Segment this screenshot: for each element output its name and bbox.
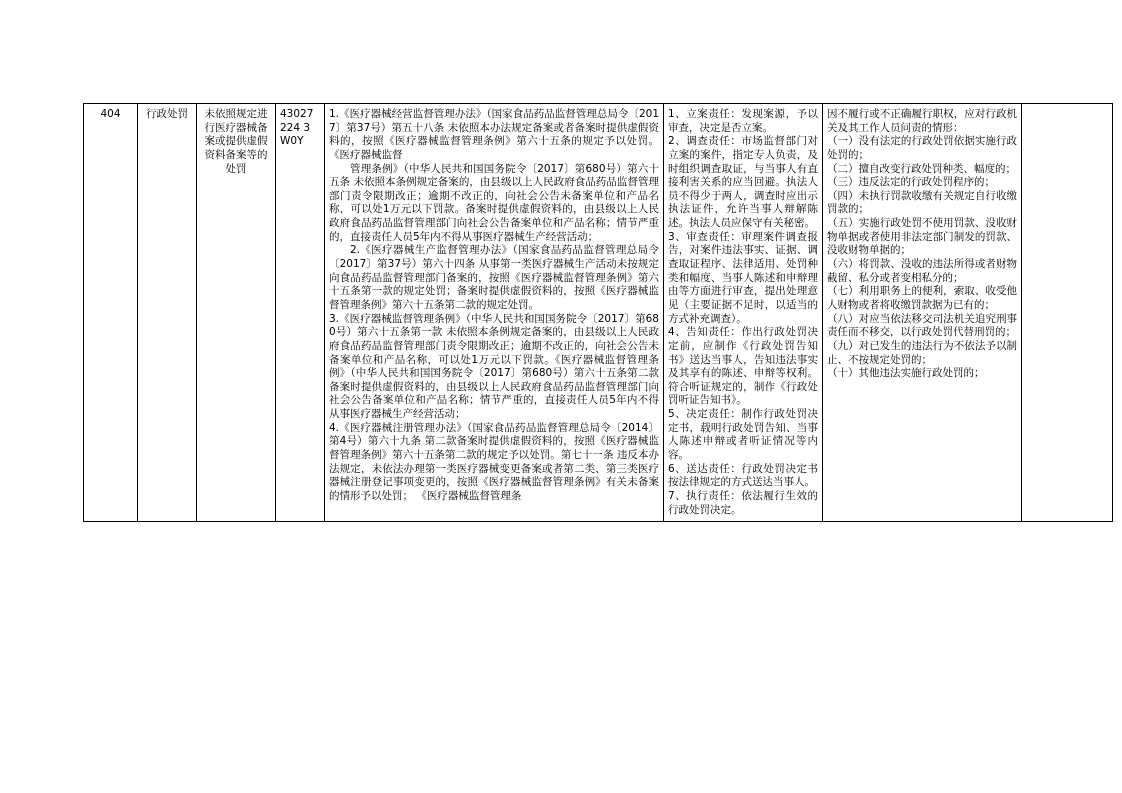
legal-basis-paragraph: 管理条例》（中华人民共和国国务院令〔2017〕第680号）第六十五条 未依照本条例规定备案的，由县级以上人民政府食品药品监督管理部门责令限期改正；逾期不改正的，向社会公告未备案单位和产品名称，可以处1万元以下罚款。备案时提供虚假资料的，由县级以上人民政府食品药品监督管理部门向社会公告备案单位和产品名称；情节严重的，直接责任人员5年内不得从事医疗器械生产经营活动； [329, 162, 659, 243]
accountability-intro: 因不履行或不正确履行职权，应对行政机关及其工作人员问责的情形： [827, 108, 1017, 134]
responsibility-item: 1、立案责任：发现案源，予以审查，决定是否立案。 [668, 108, 818, 134]
legal-basis-paragraph: 1.《医疗器械经营监督管理办法》（国家食品药品监督管理总局令〔2017〕第37号）第五十八条 未依照本办法规定备案或者备案时提供虚假资料的，按照《医疗器械监督管理条例》第六十五条的规定予以处罚。《医疗器械监督 [329, 108, 659, 161]
table-row [84, 104, 1113, 522]
accountability-item: （五）实施行政处罚不使用罚款、没收财物单据或者使用非法定部门制发的罚款、没收财物单据的； [827, 217, 1017, 257]
cell-item-name: 未依照规定进行医疗器械备案或提供虚假资料备案等的处罚 [197, 104, 276, 522]
responsibility-item: 4、告知责任：作出行政处罚决定前，应制作《行政处罚告知书》送达当事人，告知违法事实及其享有的陈述、申辩等权利。符合听证规定的，制作《行政处罚听证告知书》。 [668, 326, 818, 407]
cell-index: 404 [84, 104, 138, 522]
accountability-item: （七）利用职务上的便利，索取、收受他人财物或者将收缴罚款据为已有的； [827, 285, 1017, 311]
responsibility-item: 3、审查责任：审理案件调查报告，对案件违法事实、证据、调查取证程序、法律适用、处罚种类和幅度、当事人陈述和申辩理由等方面进行审查，提出处理意见（主要证据不足时，以适当的方式补充调查）。 [668, 230, 818, 325]
accountability-item: （一）没有法定的行政处罚依据实施行政处罚的； [827, 135, 1017, 161]
regulation-table [83, 103, 1113, 522]
accountability-item: （四）未执行罚款收缴有关规定自行收缴罚款的； [827, 189, 1017, 216]
cell-remarks [1022, 104, 1113, 522]
responsibility-item: 6、送达责任：行政处罚决定书按法律规定的方式送达当事人。 [668, 462, 818, 489]
accountability-item: （二）擅自改变行政处罚种类、幅度的； [827, 162, 1016, 175]
accountability-item: （六）将罚款、没收的违法所得或者财物截留、私分或者变相私分的； [827, 258, 1017, 284]
cell-category: 行政处罚 [138, 104, 197, 522]
legal-basis-paragraph: 3.《医疗器械监督管理条例》（中华人民共和国国务院令〔2017〕第680号）第六十五条第一款 未依照本条例规定备案的，由县级以上人民政府食品药品监督管理部门责令限期改正；逾期不改正的，向社会公告未备案单位和产品名称，可以处1万元以下罚款。《医疗器械监督管理条例》（中华人民共和国国务院令〔2017〕第680号）第六十五条第二款备案时提供虚假资料的，由县级以上人民政府食品药品监督管理部门向社会公告备案单位和产品名称；情节严重的，直接责任人员5年内不得从事医疗器械生产经营活动； [329, 312, 659, 421]
legal-basis-paragraph: 2.《医疗器械生产监督管理办法》（国家食品药品监督管理总局令〔2017〕第37号）第六十四条 从事第一类医疗器械生产活动未按规定向食品药品监督管理部门备案的，按照《医疗器械监督管理条例》第六十五条第一款的规定处罚；备案时提供虚假资料的，按照《医疗器械监督管理条例》第六十五条第二款的规定处罚。 [329, 244, 659, 311]
legal-basis-paragraph: 4.《医疗器械注册管理办法》（国家食品药品监督管理总局令〔2014〕第4号）第六十九条 第二款备案时提供虚假资料的，按照《医疗器械监督管理条例》第六十五条第二款的规定予以处罚。第七十一条 违反本办法规定，未依法办理第一类医疗器械变更备案或者第二类、第三类医疗器械注册登记事项变更的，按照《医疗器械监督管理条例》有关未备案的情形予以处罚； 《医疗器械监督管理条 [329, 421, 659, 502]
cell-legal-basis [325, 104, 664, 522]
accountability-item: （三）违反法定的行政处罚程序的； [827, 176, 995, 189]
accountability-item: （九）对已发生的违法行为不依法予以制止、不按规定处罚的； [827, 339, 1017, 366]
responsibility-item: 5、决定责任：制作行政处罚决定书，载明行政处罚告知、当事人陈述申辩或者听证情况等内容。 [668, 408, 818, 462]
cell-responsibilities [664, 104, 823, 522]
cell-accountability [823, 104, 1022, 522]
cell-code: 43027224 3W0Y [276, 104, 325, 522]
accountability-item: （八）对应当依法移交司法机关追究刑事责任而不移交，以行政处罚代替刑罚的； [827, 312, 1017, 339]
responsibility-item: 7、执行责任：依法履行生效的行政处罚决定。 [668, 489, 818, 516]
responsibility-item: 2、调查责任：市场监督部门对立案的案件，指定专人负责，及时组织调查取证，与当事人有直接利害关系的应当回避。执法人员不得少于两人，调查时应出示执法证件，允许当事人辩解陈述。执法人员应保守有关秘密。 [668, 135, 818, 230]
accountability-item: （十）其他违法实施行政处罚的； [827, 367, 985, 380]
